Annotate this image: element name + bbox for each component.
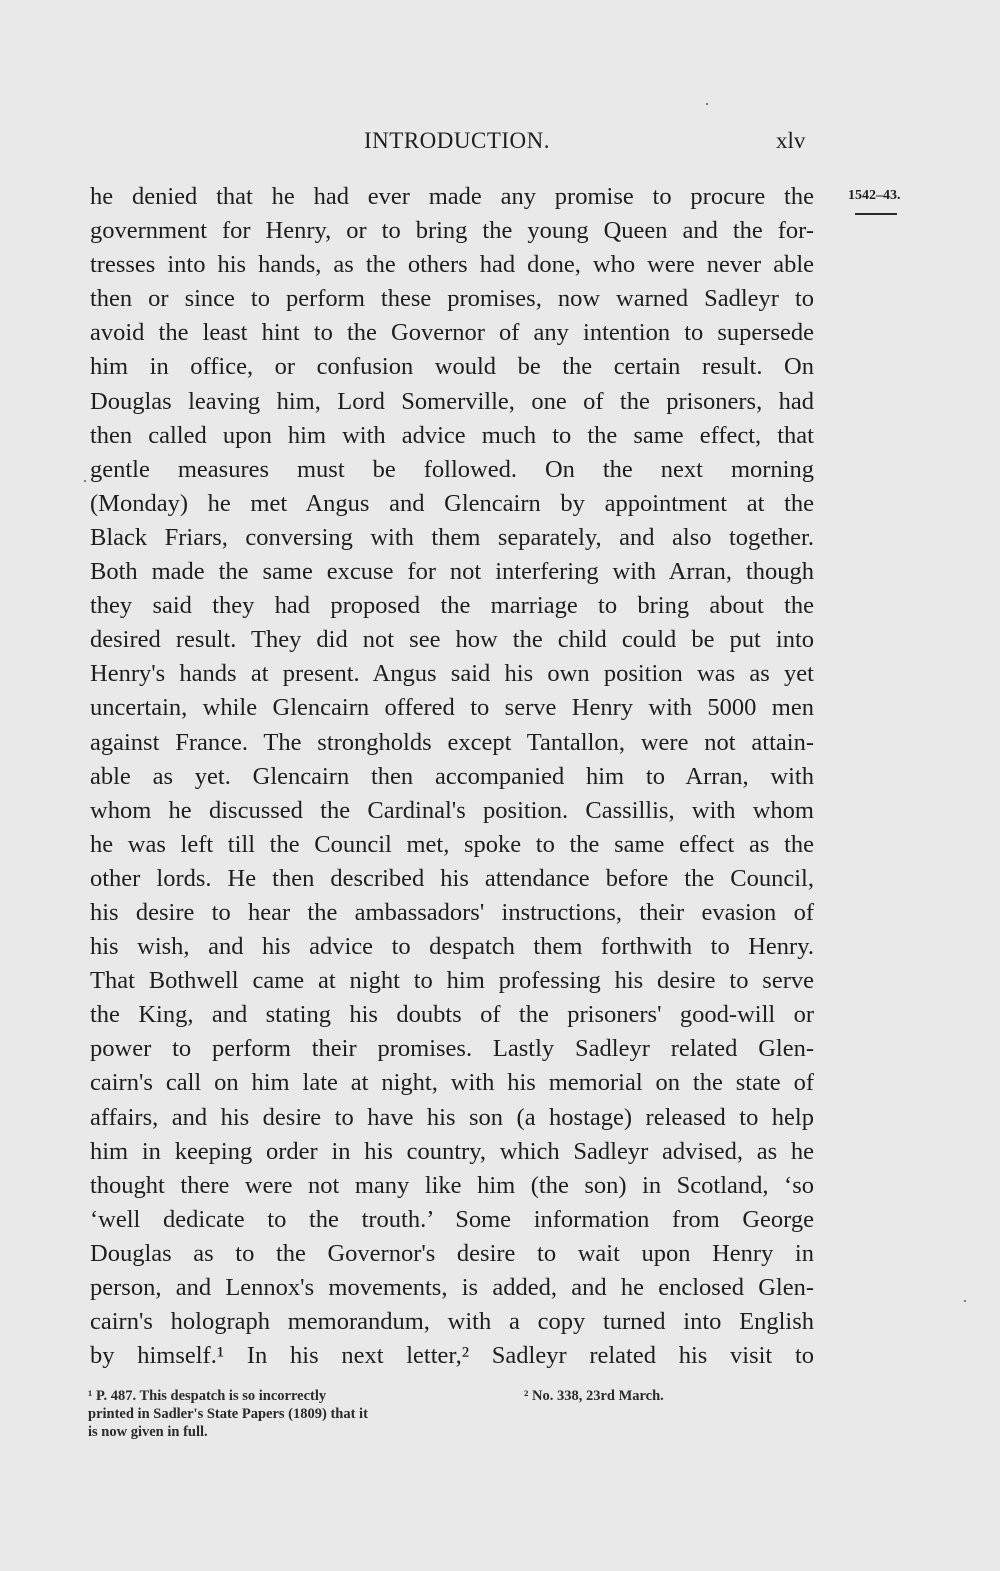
- text-line: cairn's call on him late at night, with his memorial on the state of: [90, 1069, 814, 1097]
- text-line: affairs, and his desire to have his son (a hostage) released to help: [90, 1103, 814, 1131]
- text-line: person, and Lennox's movements, is added, and he enclosed Glen-: [90, 1274, 814, 1301]
- text-line: against France. The strongholds except Tantallon, were not attain-: [90, 728, 814, 756]
- text-line: Douglas as to the Governor's desire to wait upon Henry in: [90, 1239, 814, 1267]
- footnote-line: printed in Sadler's State Papers (1809) that it: [88, 1406, 368, 1422]
- text-line: tresses into his hands, as the others had done, who were never able: [90, 251, 814, 279]
- text-line: he was left till the Council met, spoke to the same effect as the: [90, 830, 814, 858]
- text-line: able as yet. Glencairn then accompanied him to Arran, with: [90, 762, 814, 790]
- text-line: other lords. He then described his attendance before the Council,: [90, 864, 814, 892]
- text-line: him in keeping order in his country, which Sadleyr advised, as he: [90, 1137, 814, 1165]
- margin-date-note: 1542–43.: [848, 188, 901, 203]
- text-line: government for Henry, or to bring the young Queen and the for-: [90, 217, 814, 245]
- text-line: (Monday) he met Angus and Glencairn by appointment at the: [90, 489, 814, 517]
- text-line: his desire to hear the ambassadors' instructions, their evasion of: [90, 898, 814, 926]
- text-line: ‘well dedicate to the trouth.’ Some information from George: [90, 1205, 814, 1233]
- footnote-1: [88, 1387, 368, 1441]
- text-line: then or since to perform these promises, now warned Sadleyr to: [90, 285, 814, 313]
- text-line: then called upon him with advice much to the same effect, that: [90, 421, 814, 449]
- text-line: he denied that he had ever made any promise to procure the: [90, 183, 814, 210]
- text-line: the King, and stating his doubts of the prisoners' good-will or: [90, 1001, 814, 1029]
- text-line: uncertain, while Glencairn offered to serve Henry with 5000 men: [90, 694, 814, 722]
- paper-speck: [84, 480, 86, 482]
- footnote-line: is now given in full.: [88, 1424, 208, 1440]
- footnote-line: ¹ P. 487. This despatch is so incorrectly: [88, 1388, 327, 1404]
- text-line: they said they had proposed the marriage to bring about the: [90, 592, 814, 620]
- text-line: him in office, or confusion would be the certain result. On: [90, 353, 814, 381]
- text-line: his wish, and his advice to despatch them forthwith to Henry.: [90, 933, 814, 961]
- text-line: cairn's holograph memorandum, with a copy turned into English: [90, 1308, 814, 1336]
- paper-speck: [706, 103, 708, 105]
- footnote-2: ² No. 338, 23rd March.: [524, 1388, 664, 1404]
- text-line: desired result. They did not see how the child could be put into: [90, 626, 814, 654]
- body-text: [90, 180, 814, 1373]
- text-line: whom he discussed the Cardinal's position. Cassillis, with whom: [90, 796, 814, 824]
- text-line: thought there were not many like him (the son) in Scotland, ‘so: [90, 1171, 814, 1199]
- paper-speck: [964, 1300, 966, 1302]
- text-line: Black Friars, conversing with them separately, and also together.: [90, 523, 814, 551]
- text-line: Henry's hands at present. Angus said his own position was as yet: [90, 660, 814, 688]
- text-line: That Bothwell came at night to him professing his desire to serve: [90, 967, 814, 995]
- text-line: gentle measures must be followed. On the next morning: [90, 455, 814, 483]
- text-line: avoid the least hint to the Governor of any intention to supersede: [90, 319, 814, 347]
- text-line: Douglas leaving him, Lord Somerville, one of the prisoners, had: [90, 387, 814, 415]
- text-line: power to perform their promises. Lastly Sadleyr related Glen-: [90, 1035, 814, 1063]
- margin-rule: [855, 213, 897, 215]
- running-header-title: INTRODUCTION.: [364, 128, 551, 153]
- page-number: xlv: [776, 128, 806, 153]
- text-line: by himself.¹ In his next letter,² Sadleyr related his visit to: [90, 1342, 814, 1370]
- text-line: Both made the same excuse for not interfering with Arran, though: [90, 558, 814, 586]
